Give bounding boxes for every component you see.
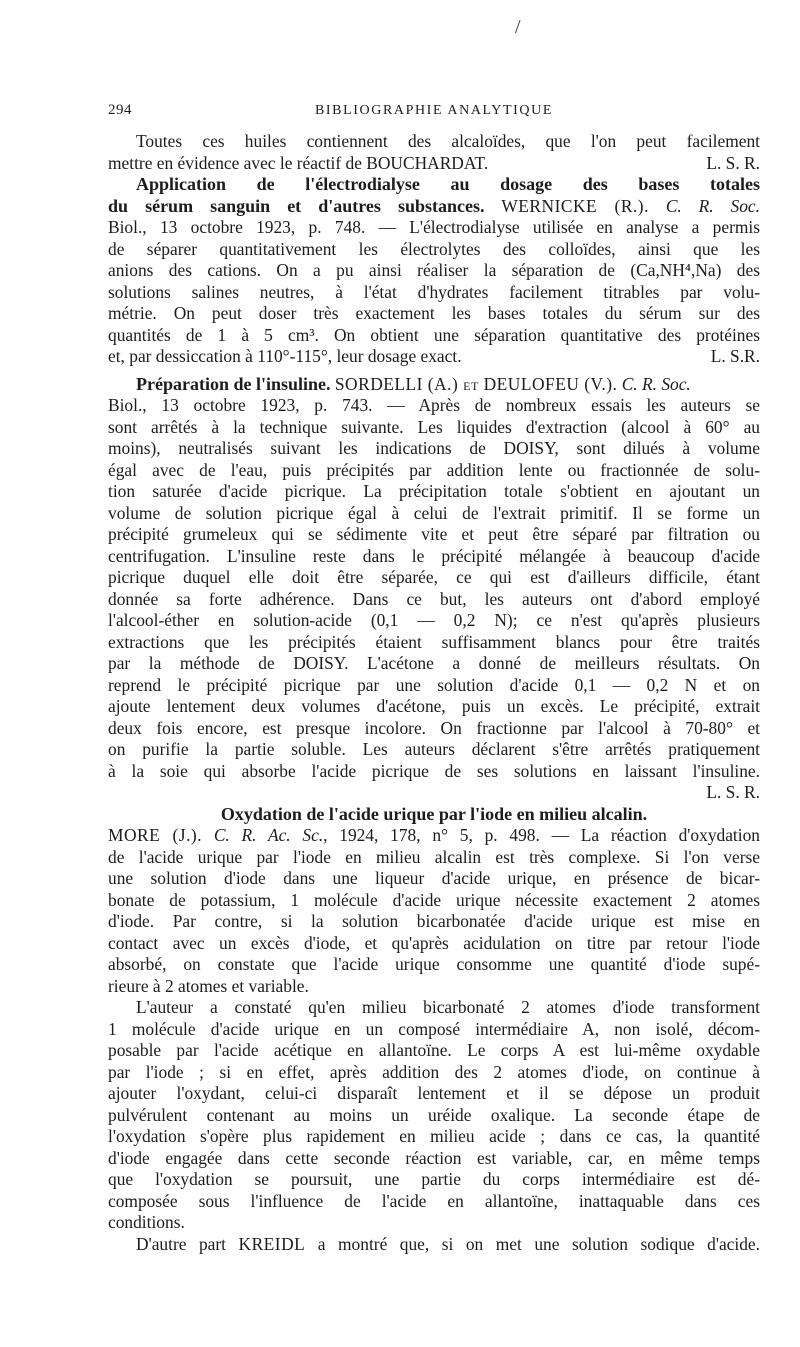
running-title: BIBLIOGRAPHIE ANALYTIQUE [314, 103, 554, 118]
text-line: ajouter l'oxydant, celui-ci disparaît lentement et il se dépose un produit [108, 1083, 760, 1103]
text-line: conditions. [108, 1212, 185, 1232]
article-insuline [108, 374, 760, 804]
text-line-part: mettre en évidence avec le réactif de BOUCHARDAT. [108, 152, 489, 173]
article-reference-rest: , 1924, 178, n° 5, p. 498. — La réaction d'oxydation [323, 825, 760, 845]
text-line: bonate de potassium, 1 molécule d'acide urique nécessite exactement 2 atomes [108, 889, 760, 910]
page-number: 294 [108, 102, 132, 118]
text-line [108, 1234, 760, 1256]
text-line: 1 molécule d'acide urique en un composé intermédiaire A, non isolé, décom- [108, 1018, 760, 1039]
article-authors: SORDELLI (A.) et DEULOFEU (V.). [334, 373, 618, 394]
text-line: Biol., 13 octobre 1923, p. 748. — L'électrodialyse utilisée en analyse a permis [108, 217, 760, 237]
text-line: l'alcool-éther en solution-acide (0,1 — 0,2 N); ce n'est qu'après plusieurs [108, 610, 760, 630]
text-line [108, 196, 760, 218]
text-line [108, 825, 760, 847]
text-line: anions des cations. On a pu ainsi réaliser la séparation de (Ca,NH⁴,Na) des [108, 260, 760, 280]
text-line: d'iode. Par contre, si la solution bicarbonatée d'acide urique est mise en [108, 911, 760, 931]
text-line: d'iode engagée dans cette seconde réaction est variable, car, en même temps [108, 1147, 760, 1168]
text-line: volume de solution picrique égal à celui de l'extrait primitif. Il se forme un [108, 502, 760, 523]
text-line: Toutes ces huiles contiennent des alcaloïdes, que l'on peut facilement [136, 131, 760, 151]
text-line: une solution d'iode dans une liqueur d'acide urique, en présence de bicar- [108, 868, 760, 888]
text-line [108, 374, 760, 396]
text-line: deux fois encore, est presque incolore. On fractionne par l'alcool à 70-80° et [108, 717, 760, 738]
text-line: moins), neutralisés suivant les indications de DOISY, sont dilués à volume [108, 438, 760, 458]
cited-author: KREIDL [238, 1233, 306, 1254]
text-line: de l'acide urique par l'iode en milieu alcalin est très complexe. Si l'on verse [108, 846, 760, 867]
page-header [108, 100, 760, 124]
article-electrodialyse [108, 174, 760, 368]
intro-paragraph [108, 131, 760, 174]
article-reference: C. R. Soc. [621, 373, 691, 394]
text-line [108, 153, 760, 175]
text-line: de séparer quantitativement les électrolytes des colloïdes, ainsi que les [108, 238, 760, 259]
text-line: ajoute lentement deux volumes d'acétone, puis un excès. Le précipité, extrait [108, 696, 760, 716]
text-line [108, 346, 760, 368]
text-line: métrie. On peut doser très exactement les bases totales du sérum sur des [108, 303, 760, 323]
text-line: pulvérulent contenant au moins un uréide oxalique. La seconde étape de [108, 1104, 760, 1125]
stray-mark: / [515, 16, 521, 38]
signature: L. S. R. [706, 152, 760, 173]
article-title-continued: du sérum sanguin et d'autres substances. [108, 195, 485, 216]
text-line: que l'oxydation se poursuit, une partie du corps intermédiaire est dé- [108, 1169, 760, 1189]
article-title: Application de l'électrodialyse au dosage des bases totales [136, 174, 760, 194]
text-line: donnée sa forte adhérence. Dans ce but, les auteurs ont d'abord employé [108, 588, 760, 609]
article-reference: C. R. Soc. [665, 195, 760, 216]
text-line: on purifie la partie soluble. Les auteurs déclarent s'être arrêtés pratiquement [108, 739, 760, 759]
text-line-part: D'autre part [136, 1233, 226, 1254]
text-line: l'oxydation s'opère plus rapidement en milieu acide ; dans ce cas, la quantité [108, 1126, 760, 1146]
article-title: Oxydation de l'acide urique par l'iode en milieu alcalin. [220, 803, 648, 824]
article-author: MORE (J.). [108, 825, 203, 845]
text-line: précipité grumeleux qui se sédimente vite et peut être séparé par filtration ou [108, 524, 760, 544]
text-line: centrifugation. L'insuline reste dans le précipité mélangée à beaucoup d'acide [108, 545, 760, 566]
signature: L. S. R. [706, 782, 760, 802]
text-line: solutions salines neutres, à l'état d'hydrates facilement titrables par volu- [108, 281, 760, 302]
article-author: WERNICKE (R.). [501, 195, 649, 216]
text-line: L'auteur a constaté qu'en milieu bicarbonaté 2 atomes d'iode transforment [136, 997, 760, 1017]
text-line: Biol., 13 octobre 1923, p. 743. — Après de nombreux essais les auteurs se [108, 395, 760, 415]
text-line: tion saturée d'acide picrique. La précipitation totale s'obtient en ajoutant un [108, 481, 760, 501]
text-line-part: a montré que, si on met une solution sodique d'acide. [317, 1233, 760, 1254]
text-line-part: et, par dessiccation à 110°-115°, leur dosage exact. [108, 346, 462, 366]
text-line: par l'iode ; si en effet, après addition des 2 atomes d'iode, on continue à [108, 1061, 760, 1082]
text-line: sont arrêtés à la technique suivante. Les liquides d'extraction (alcool à 60° au [108, 416, 760, 437]
text-line: rieure à 2 atomes et variable. [108, 975, 309, 996]
text-line: extractions que les précipités étaient suffisamment blancs pour être traités [108, 631, 760, 652]
page-body [108, 100, 760, 1255]
text-line: posable par l'acide acétique en allantoïne. Le corps A est lui-même oxydable [108, 1040, 760, 1060]
signature: L. S.R. [710, 346, 760, 366]
text-line: absorbé, on constate que l'acide urique consomme une quantité d'iode supé- [108, 954, 760, 974]
text-line: reprend le précipité picrique par une solution d'acide 0,1 — 0,2 N et on [108, 674, 760, 695]
article-reference: C. R. Ac. Sc. [213, 825, 324, 845]
text-line: composée sous l'influence de l'acide en allantoïne, inattaquable dans ces [108, 1190, 760, 1211]
text-line: picrique duquel elle doit être séparée, ce qui est d'ailleurs difficile, étant [108, 567, 760, 587]
article-oxydation [108, 804, 760, 1256]
text-line: égal avec de l'eau, puis précipités par addition lente ou fractionnée de solu- [108, 459, 760, 480]
text-line: contact avec un excès d'iode, et qu'après acidulation on titre par retour l'iode [108, 932, 760, 953]
text-line: quantités de 1 à 5 cm³. On obtient une séparation quantitative des protéines [108, 324, 760, 345]
article-title: Préparation de l'insuline. [136, 373, 331, 394]
text-line: par la méthode de DOISY. L'acétone a donné de meilleurs résultats. On [108, 653, 760, 673]
text-line: à la soie qui absorbe l'acide picrique de ses solutions en laissant l'insuline. [108, 760, 760, 781]
